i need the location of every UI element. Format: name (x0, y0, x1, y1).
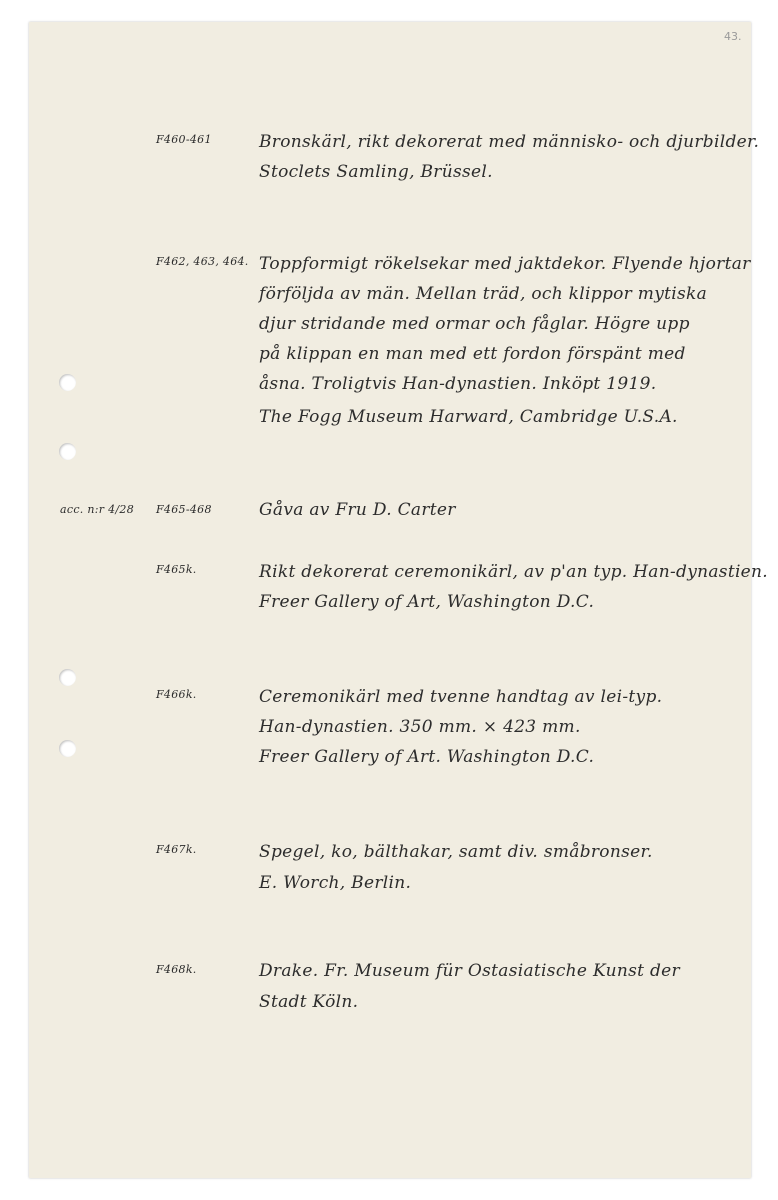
entry-line: djur stridande med ormar och fåglar. Högre upp (259, 314, 690, 334)
catalog-number: F466k. (156, 688, 197, 701)
entry-line: Toppformigt rökelsekar med jaktdekor. Flyende hjortar (259, 254, 751, 274)
entry-line: Rikt dekorerat ceremonikärl, av p'an typ. Han-dynastien. (259, 562, 768, 582)
entry-line: Spegel, ko, bälthakar, samt div. småbronser. (259, 842, 653, 862)
catalog-number: F467k. (156, 843, 197, 856)
entry-line: Freer Gallery of Art, Washington D.C. (259, 592, 595, 612)
entry-line: Freer Gallery of Art. Washington D.C. (259, 747, 595, 767)
catalog-number: F460-461 (156, 133, 212, 146)
catalog-number: F465k. (156, 563, 197, 576)
catalog-number: F468k. (156, 963, 197, 976)
entry-line: The Fogg Museum Harward, Cambridge U.S.A. (259, 407, 678, 427)
catalog-number: F465-468 (156, 503, 212, 516)
punch-hole (59, 443, 76, 460)
entry-line: Stadt Köln. (259, 992, 359, 1012)
entry-line: Bronskärl, rikt dekorerat med människo- och djurbilder. (259, 132, 760, 152)
entry-line: E. Worch, Berlin. (259, 873, 412, 893)
catalog-number: F462, 463, 464. (156, 255, 249, 268)
entry-line: på klippan en man med ett fordon förspänt med (259, 344, 686, 364)
entry-line: Ceremonikärl med tvenne handtag av lei-typ. (259, 687, 663, 707)
punch-hole (59, 669, 76, 686)
entry-line: Han-dynastien. 350 mm. × 423 mm. (259, 717, 581, 737)
entry-line: åsna. Troligtvis Han-dynastien. Inköpt 1919. (259, 374, 657, 394)
entry-line: Stoclets Samling, Brüssel. (259, 162, 493, 182)
accession-number: acc. n:r 4/28 (60, 503, 135, 516)
entry-line: förföljda av män. Mellan träd, och klippor mytiska (259, 284, 708, 304)
entry-line: Gåva av Fru D. Carter (259, 500, 456, 520)
document-page (29, 22, 768, 1178)
punch-hole (59, 740, 76, 757)
punch-hole (59, 374, 76, 391)
page-number: 43. (724, 30, 742, 43)
entry-line: Drake. Fr. Museum für Ostasiatische Kunst der (259, 961, 680, 981)
